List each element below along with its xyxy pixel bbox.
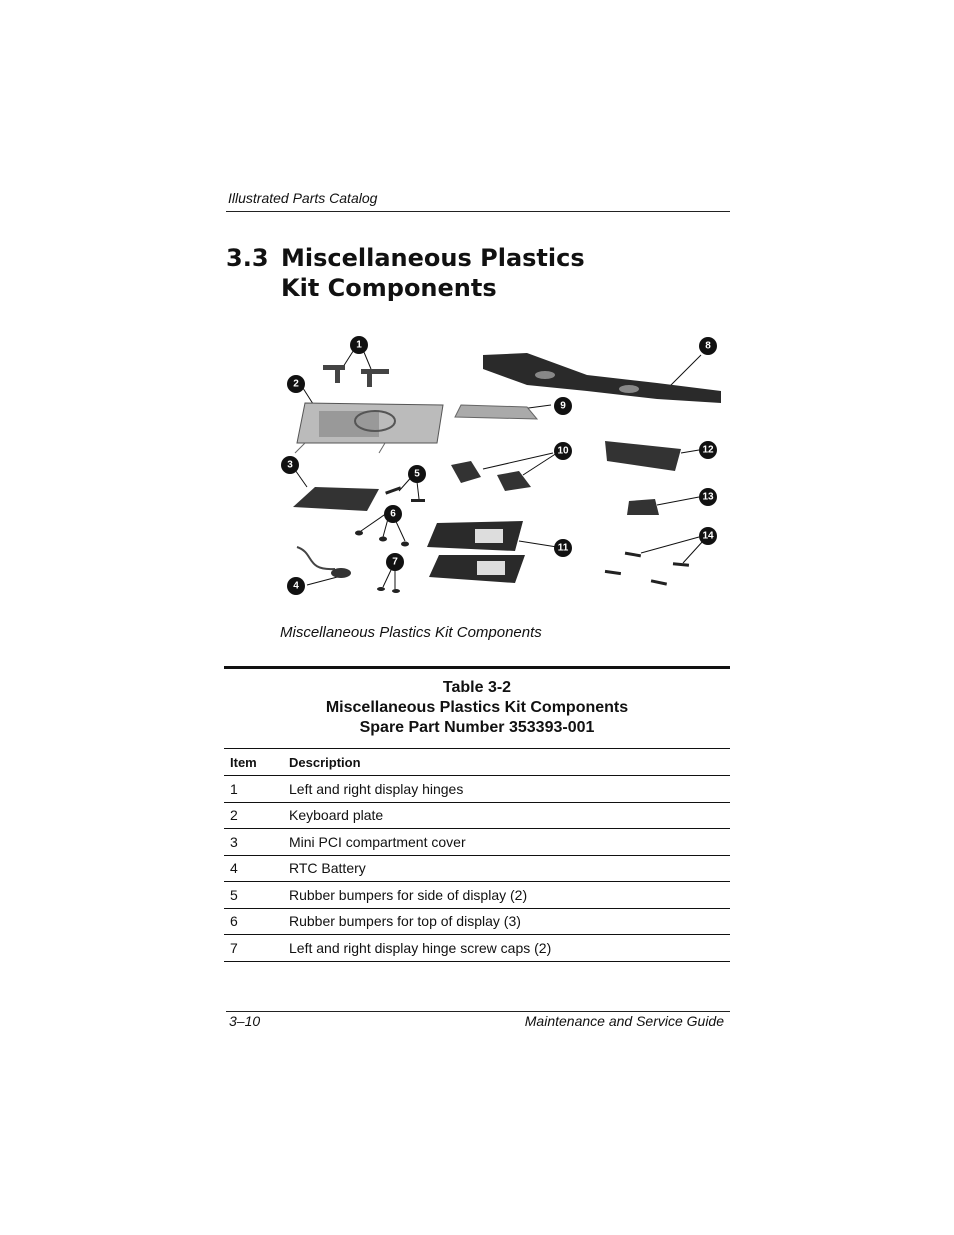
section-title-line2: Kit Components — [281, 274, 497, 302]
callout-5 — [408, 465, 426, 483]
svg-text:12: 12 — [702, 444, 714, 456]
svg-text:5: 5 — [414, 468, 420, 480]
parts-illustration — [275, 325, 730, 605]
table-subtitle: Spare Part Number 353393-001 — [359, 719, 595, 736]
callout-4 — [287, 577, 305, 595]
header-rule — [226, 211, 730, 212]
table-row — [224, 776, 730, 803]
item-cell: 3 — [224, 829, 289, 856]
footer-rule — [226, 1011, 730, 1012]
page-number: 3–10 — [229, 1013, 261, 1029]
guide-title: Maintenance and Service Guide — [524, 1013, 724, 1029]
callout-9 — [554, 397, 572, 415]
callout-10 — [554, 442, 572, 460]
svg-text:14: 14 — [702, 530, 714, 542]
description-cell: RTC Battery — [289, 855, 730, 882]
parts-table-block — [224, 666, 730, 962]
mini-pci-cover-part — [293, 487, 379, 511]
shield-plate-part — [455, 405, 537, 419]
rtc-battery-part — [297, 547, 351, 578]
table-caption — [224, 669, 730, 748]
rubber-feet-part — [605, 552, 689, 586]
description-cell: Left and right display hinge screw caps (2) — [289, 935, 730, 962]
table-row — [224, 935, 730, 962]
card-trays-part — [427, 521, 525, 583]
table-header-row — [224, 749, 730, 776]
table-row — [224, 802, 730, 829]
section-title-line1: Miscellaneous Plastics — [281, 244, 585, 272]
parts-table — [224, 748, 730, 962]
svg-text:8: 8 — [705, 340, 711, 352]
description-cell: Rubber bumpers for top of display (3) — [289, 908, 730, 935]
callout-14 — [699, 527, 717, 545]
callout-2 — [287, 375, 305, 393]
callout-13 — [699, 488, 717, 506]
table-row — [224, 882, 730, 909]
keyboard-plate-part — [295, 403, 443, 453]
figure-caption: Miscellaneous Plastics Kit Components — [280, 624, 542, 641]
table-title: Miscellaneous Plastics Kit Components — [325, 699, 629, 716]
speaker-bar-part — [483, 353, 721, 403]
svg-text:2: 2 — [293, 378, 299, 390]
callout-3 — [281, 456, 299, 474]
callout-12 — [699, 441, 717, 459]
table-label: Table 3-2 — [442, 679, 512, 696]
item-cell: 1 — [224, 776, 289, 803]
svg-text:3: 3 — [287, 459, 293, 471]
item-cell: 4 — [224, 855, 289, 882]
svg-text:4: 4 — [293, 580, 299, 592]
small-cover-part — [627, 499, 659, 515]
svg-text:6: 6 — [390, 508, 396, 520]
description-cell: Left and right display hinges — [289, 776, 730, 803]
callout-6 — [384, 505, 402, 523]
running-header: Illustrated Parts Catalog — [228, 190, 378, 206]
item-cell: 6 — [224, 908, 289, 935]
item-cell: 2 — [224, 802, 289, 829]
item-cell: 5 — [224, 882, 289, 909]
exploded-parts-diagram — [275, 325, 730, 605]
description-cell: Rubber bumpers for side of display (2) — [289, 882, 730, 909]
callout-7 — [386, 553, 404, 571]
callout-8 — [699, 337, 717, 355]
svg-text:1: 1 — [356, 339, 362, 351]
section-number: 3.3 — [226, 244, 269, 272]
table-row — [224, 855, 730, 882]
table-row — [224, 829, 730, 856]
item-cell: 7 — [224, 935, 289, 962]
callout-11 — [554, 539, 572, 557]
table-row — [224, 908, 730, 935]
column-header-description: Description — [289, 754, 361, 770]
section-title — [226, 243, 585, 303]
column-header-item: Item — [230, 754, 257, 770]
description-cell: Mini PCI compartment cover — [289, 829, 730, 856]
description-cell: Keyboard plate — [289, 802, 730, 829]
bezel-strip-part — [605, 441, 681, 471]
svg-text:13: 13 — [702, 491, 714, 503]
callout-1 — [350, 336, 368, 354]
svg-text:9: 9 — [560, 400, 566, 412]
display-hinges-part — [323, 365, 389, 387]
svg-text:11: 11 — [557, 542, 569, 554]
hinge-covers-part — [451, 461, 531, 491]
svg-text:10: 10 — [557, 445, 569, 457]
svg-text:7: 7 — [392, 556, 398, 568]
